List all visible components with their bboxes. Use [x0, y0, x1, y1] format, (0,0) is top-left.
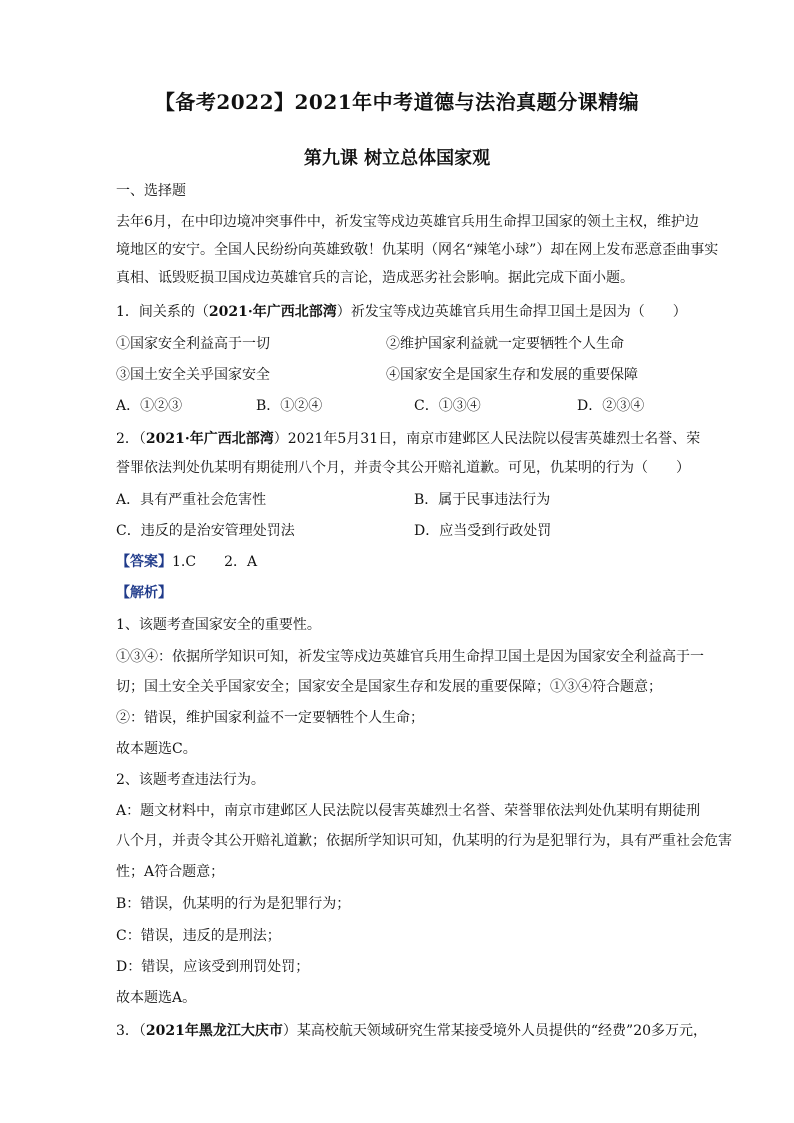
question-source: 2021年黑龙江大庆市 — [145, 1023, 283, 1039]
choice-b: B．属于民事违法行为 — [414, 492, 551, 508]
statement-option: ①国家安全利益高于一切 — [116, 336, 270, 352]
question-2-stem: 2．（2021·年广西北部湾）2021年5月31日，南京市建邺区人民法院以侵害英雄烈士名誉、荣 — [116, 431, 701, 447]
intro-line: 去年6月，在中印边境冲突事件中，祈发宝等戍边英雄官兵用生命捍卫国家的领土主权，维护边 — [116, 214, 699, 230]
question-2-stem-cont: 誉罪依法判处仇某明有期徒刑八个月，并责令其公开赔礼道歉。可见，仇某明的行为（ ） — [116, 460, 690, 476]
analysis-line: 切；国土安全关乎国家安全；国家安全是国家生存和发展的重要保障；①③④符合题意； — [116, 679, 662, 695]
choice-a: A．具有严重社会危害性 — [116, 492, 267, 508]
choice-c: C．①③④ — [414, 398, 481, 414]
statement-option: ③国土安全关乎国家安全 — [116, 367, 270, 383]
choice-d: D．②③④ — [577, 398, 645, 414]
choice-d: D．应当受到行政处罚 — [414, 523, 552, 539]
answer-text: 1.C 2．A — [172, 554, 258, 570]
page-title: 【备考2022】2021年中考道德与法治真题分课精编 — [154, 90, 640, 114]
analysis-line: ①③④：依据所学知识可知，祈发宝等戍边英雄官兵用生命捍卫国土是因为国家安全利益高于一 — [116, 649, 704, 665]
question-3-stem: 3．（2021年黑龙江大庆市）某高校航天领域研究生常某接受境外人员提供的“经费”20多万元， — [116, 1023, 708, 1039]
analysis-line: 故本题选A。 — [116, 990, 197, 1006]
choice-c: C．违反的是治安管理处罚法 — [116, 523, 295, 539]
question-source: 2021·年广西北部湾 — [145, 431, 274, 447]
question-1-stem: 1．间关系的（2021·年广西北部湾）祈发宝等戍边英雄官兵用生命捍卫国土是因为（ ） — [116, 304, 687, 320]
statement-option: ④国家安全是国家生存和发展的重要保障 — [386, 367, 638, 383]
analysis-line: D：错误，应该受到刑罚处罚； — [116, 959, 310, 975]
analysis-line: 八个月，并责令其公开赔礼道歉；依据所学知识可知，仇某明的行为是犯罪行为，具有严重社会危害 — [116, 833, 732, 849]
analysis-line: ②：错误，维护国家利益不一定要牺牲个人生命； — [116, 710, 424, 726]
analysis-line: 2、该题考查违法行为。 — [116, 772, 265, 788]
answer-label: 【答案】 — [116, 554, 172, 570]
lesson-subtitle: 第九课 树立总体国家观 — [303, 148, 491, 169]
analysis-line: A：题文材料中，南京市建邺区人民法院以侵害英雄烈士名誉、荣誉罪依法判处仇某明有期徒刑 — [116, 803, 701, 819]
question-source: 2021·年广西北部湾 — [208, 304, 337, 320]
analysis-line: 1、该题考查国家安全的重要性。 — [116, 617, 321, 633]
answer-line — [116, 552, 257, 572]
analysis-label: 【解析】 — [116, 585, 172, 601]
intro-line: 真相、诋毁贬损卫国戍边英雄官兵的言论，造成恶劣社会影响。据此完成下面小题。 — [116, 270, 634, 286]
analysis-line: 故本题选C。 — [116, 741, 197, 757]
analysis-line: 性；A符合题意； — [116, 864, 225, 880]
analysis-line: C：错误，违反的是刑法； — [116, 928, 281, 944]
choice-a: A．①②③ — [116, 398, 183, 414]
intro-line: 境地区的安宁。全国人民纷纷向英雄致敬！仇某明（网名“辣笔小球”）却在网上发布恶意歪曲事实 — [116, 242, 719, 258]
statement-option: ②维护国家利益就一定要牺牲个人生命 — [386, 336, 624, 352]
analysis-line: B：错误，仇某明的行为是犯罪行为； — [116, 896, 351, 912]
section-heading: 一、选择题 — [116, 183, 186, 199]
choice-b: B．①②④ — [256, 398, 323, 414]
